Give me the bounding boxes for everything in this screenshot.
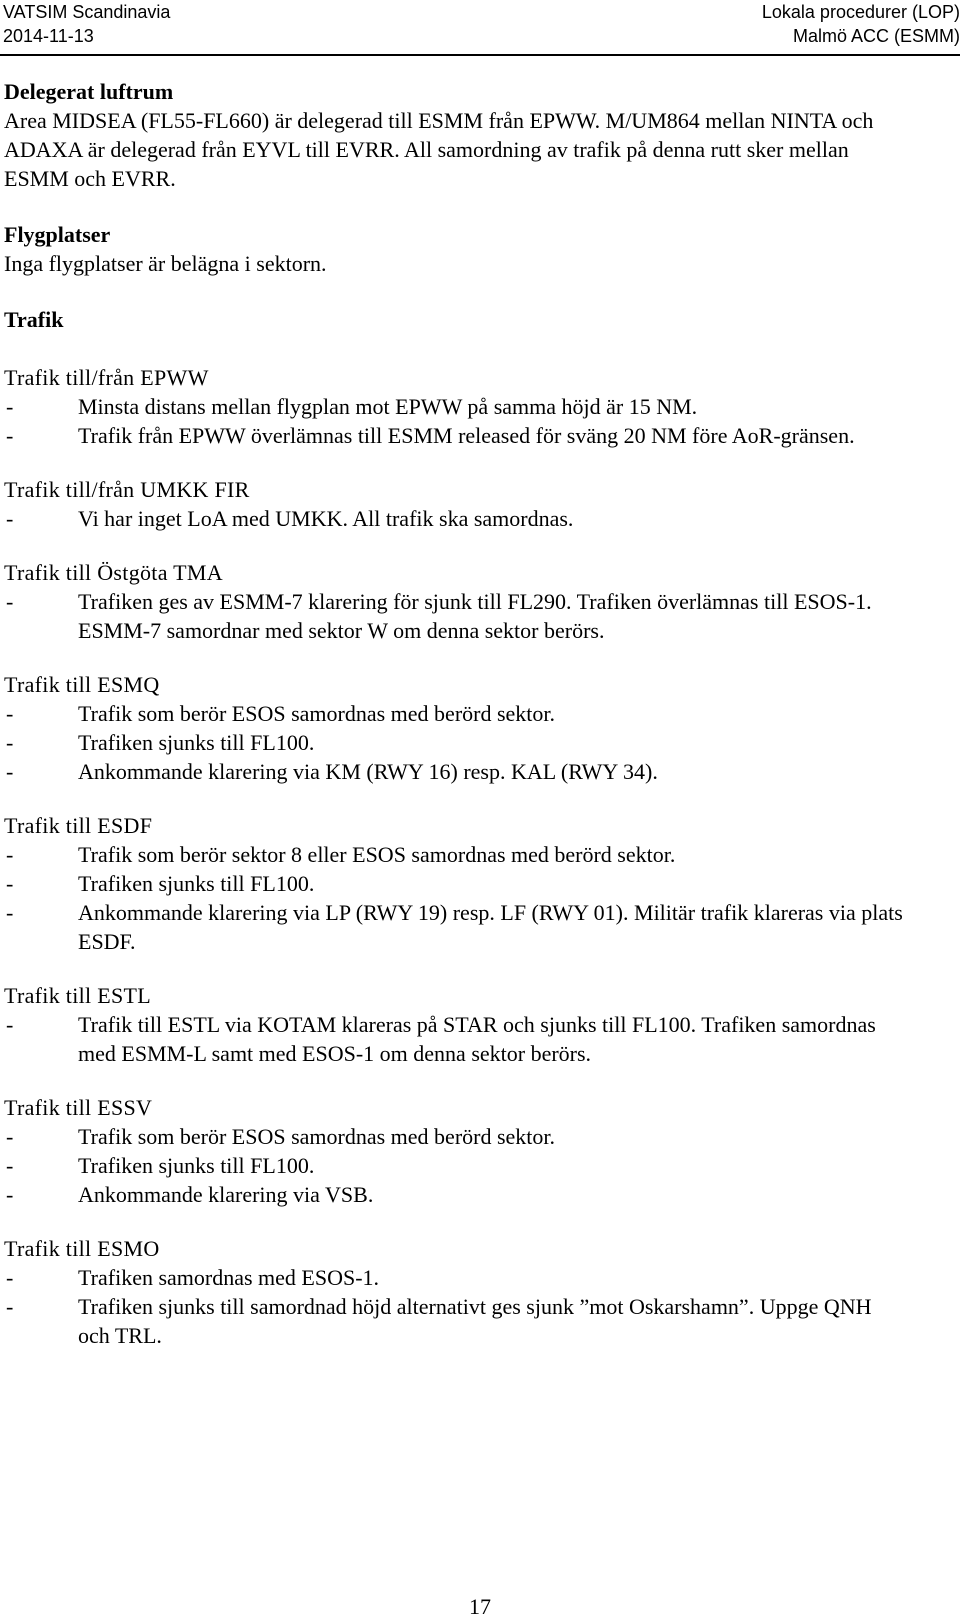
- traffic-section-title: Trafik till Östgöta TMA: [4, 560, 223, 585]
- list-item-text: Minsta distans mellan flygplan mot EPWW på samma höjd är 15 NM.: [78, 394, 698, 419]
- header-organization: VATSIM Scandinavia: [3, 2, 171, 22]
- traffic-section: [4, 363, 904, 450]
- list-item: [4, 1292, 904, 1350]
- traffic-section-title: Trafik till ESTL: [4, 983, 151, 1008]
- list-item-text: Trafiken ges av ESMM-7 klarering för sjunk till FL290. Trafiken överlämnas till ESOS-1. ESMM-7 samordnar med sektor W om denna sektor berörs.: [78, 589, 872, 643]
- dash-bullet: -: [6, 842, 14, 867]
- traffic-sections: [4, 363, 904, 1350]
- dash-bullet: -: [6, 730, 14, 755]
- traffic-section: [4, 981, 904, 1068]
- list-item: [4, 898, 904, 956]
- page-number: 17: [469, 1594, 491, 1619]
- list-item-text: Trafik från EPWW överlämnas till ESMM released för sväng 20 NM före AoR-gränsen.: [78, 423, 855, 448]
- traffic-item-list: [4, 392, 904, 450]
- header-rule: [0, 54, 960, 56]
- traffic-section: [4, 475, 904, 533]
- list-item: [4, 504, 904, 533]
- dash-bullet: -: [6, 1124, 14, 1149]
- dash-bullet: -: [6, 506, 14, 531]
- list-item-text: Trafiken sjunks till samordnad höjd alternativt ges sjunk ”mot Oskarshamn”. Uppge QNH och TRL.: [78, 1294, 872, 1348]
- list-item-text: Trafiken sjunks till FL100.: [78, 1153, 315, 1178]
- traffic-section-title: Trafik till ESSV: [4, 1095, 153, 1120]
- list-item-text: Ankommande klarering via VSB.: [78, 1182, 374, 1207]
- traffic-section: [4, 811, 904, 956]
- list-item: [4, 728, 904, 757]
- dash-bullet: -: [6, 394, 14, 419]
- dash-bullet: -: [6, 1153, 14, 1178]
- list-item-text: Trafik som berör ESOS samordnas med berörd sektor.: [78, 1124, 556, 1149]
- document-body: [4, 77, 904, 1350]
- header-right: [762, 0, 960, 48]
- traffic-item-list: [4, 1263, 904, 1350]
- traffic-section-title: Trafik till/från UMKK FIR: [4, 477, 250, 502]
- traffic-section-title: Trafik till ESMO: [4, 1236, 160, 1261]
- dash-bullet: -: [6, 871, 14, 896]
- traffic-section-title: Trafik till/från EPWW: [4, 365, 209, 390]
- list-item: [4, 1180, 904, 1209]
- dash-bullet: -: [6, 1012, 14, 1037]
- list-item-text: Trafiken sjunks till FL100.: [78, 871, 315, 896]
- list-item: [4, 1122, 904, 1151]
- list-item-text: Trafik till ESTL via KOTAM klareras på STAR och sjunks till FL100. Trafiken samordnas med ESMM-L samt med ESOS-1 om denna sektor berörs.: [78, 1012, 876, 1066]
- traffic-item-list: [4, 1122, 904, 1209]
- airports-text: Inga flygplatser är belägna i sektorn.: [4, 251, 327, 276]
- header-date: 2014-11-13: [3, 26, 94, 46]
- list-item: [4, 757, 904, 786]
- traffic-heading: Trafik: [4, 307, 64, 332]
- list-item-text: Trafiken samordnas med ESOS-1.: [78, 1265, 380, 1290]
- dash-bullet: -: [6, 423, 14, 448]
- traffic-section: [4, 670, 904, 786]
- traffic-item-list: [4, 587, 904, 645]
- list-item: [4, 1151, 904, 1180]
- dash-bullet: -: [6, 900, 14, 925]
- delegated-airspace-heading: Delegerat luftrum: [4, 79, 174, 104]
- header-document-title: Lokala procedurer (LOP): [761, 2, 960, 22]
- traffic-section: [4, 1234, 904, 1350]
- traffic-section: [4, 1093, 904, 1209]
- list-item-text: Trafik som berör ESOS samordnas med berörd sektor.: [78, 701, 556, 726]
- list-item: [4, 869, 904, 898]
- traffic-item-list: [4, 699, 904, 786]
- list-item-text: Trafik som berör sektor 8 eller ESOS samordnas med berörd sektor.: [78, 842, 676, 867]
- airports-heading: Flygplatser: [4, 222, 111, 247]
- list-item-text: Ankommande klarering via KM (RWY 16) resp. KAL (RWY 34).: [78, 759, 658, 784]
- traffic-section-title: Trafik till ESDF: [4, 813, 153, 838]
- list-item-text: Ankommande klarering via LP (RWY 19) resp. LF (RWY 01). Militär trafik klareras via plats ESDF.: [78, 900, 903, 954]
- list-item: [4, 1263, 904, 1292]
- list-item: [4, 1010, 904, 1068]
- traffic-item-list: [4, 840, 904, 956]
- list-item: [4, 840, 904, 869]
- dash-bullet: -: [6, 1294, 14, 1319]
- delegated-airspace-text: Area MIDSEA (FL55-FL660) är delegerad till ESMM från EPWW. M/UM864 mellan NINTA och ADAXA är delegerad från EYVL till EVRR. All samordning av trafik på denna rutt sker mellan ESMM och EVRR.: [4, 108, 874, 191]
- header-unit: Malmö ACC (ESMM): [792, 26, 960, 46]
- list-item-text: Vi har inget LoA med UMKK. All trafik ska samordnas.: [78, 506, 574, 531]
- dash-bullet: -: [6, 1182, 14, 1207]
- dash-bullet: -: [6, 589, 14, 614]
- dash-bullet: -: [6, 1265, 14, 1290]
- list-item: [4, 392, 904, 421]
- traffic-item-list: [4, 504, 904, 533]
- traffic-item-list: [4, 1010, 904, 1068]
- dash-bullet: -: [6, 701, 14, 726]
- dash-bullet: -: [6, 759, 14, 784]
- traffic-section: [4, 558, 904, 645]
- list-item: [4, 587, 904, 645]
- list-item: [4, 699, 904, 728]
- list-item: [4, 421, 904, 450]
- header-left: [3, 0, 170, 48]
- traffic-section-title: Trafik till ESMQ: [4, 672, 160, 697]
- list-item-text: Trafiken sjunks till FL100.: [78, 730, 315, 755]
- page-header: [0, 0, 960, 64]
